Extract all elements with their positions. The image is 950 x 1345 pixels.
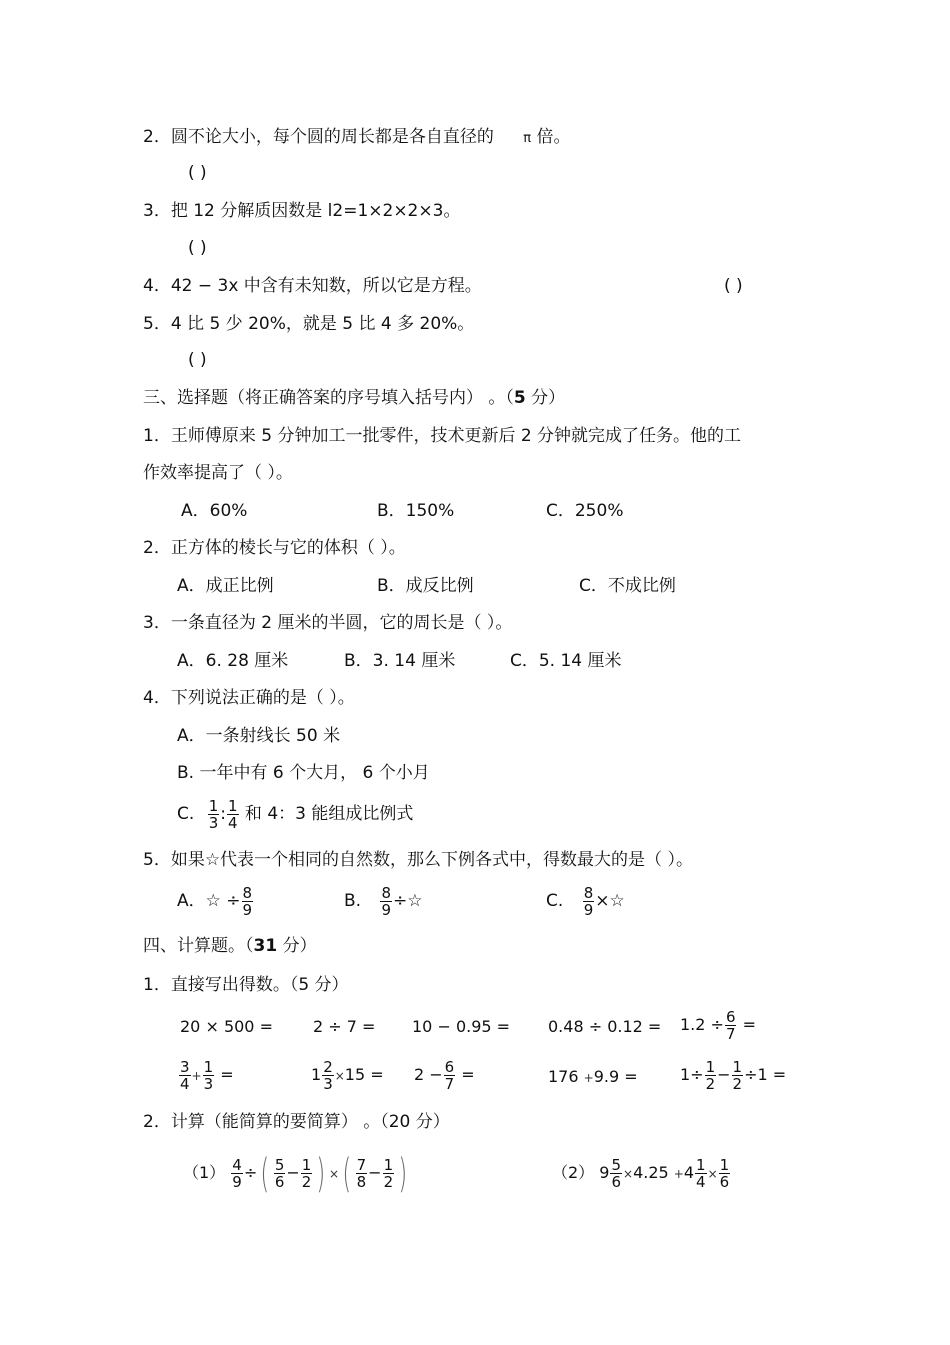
calc-item: 0.48 ÷ 0.12 = [548,1017,662,1036]
fraction: $\frac{7}{8}$ [356,1156,367,1191]
fraction: $\frac{1}{2}$ [732,1058,743,1093]
fraction: $\frac{3}{4}$ [180,1058,190,1093]
calc-item: $\frac{3}{4}$ + $\frac{1}{3}$ = [180,1058,234,1093]
s3-q1-line1: 1．王师傅原来 5 分钟加工一批零件，技术更新后 2 分钟就完成了任务。他的工 [143,426,742,446]
fraction: $\frac{1}{2}$ [705,1058,716,1093]
item-index: （1） [183,1163,226,1182]
s3-q1-option-a[interactable]: A．60% [181,501,248,521]
s3-q2-text: 2．正方体的棱长与它的体积（ ）。 [143,538,406,558]
fraction: $\frac{4}{9}$ [232,1156,242,1191]
s3-q5-option-a[interactable] [177,882,254,920]
s3-q1-line2: 作效率提高了（ ）。 [143,463,293,483]
calc-item: 2 − $\frac{6}{7}$ = [414,1058,475,1093]
calc-item: 2 ÷ 7 = [313,1017,376,1036]
s3-q5-option-b[interactable] [344,882,423,920]
s3-q2-option-a[interactable]: A．成正比例 [177,576,274,596]
fraction: $\frac{1}{6}$ [719,1156,730,1191]
s4-p2-title: 2．计算（能简算的要简算） 。（20 分） [143,1112,450,1132]
judge-q5-text: 5．4 比 5 少 20%，就是 5 比 4 多 20%。 [143,314,475,334]
calc-item: 1 $\frac{2}{3}$ ×15 = [311,1058,384,1093]
s3-q3-option-a[interactable]: A．6. 28 厘米 [177,651,289,671]
s3-q5-b-op: ÷☆ [393,891,423,911]
fraction: $\frac{8}{9}$ [381,883,392,919]
s4-p2-item1: （1） $\frac{4}{9}$ ÷( $\frac{5}{6}$ − $\frac{1}{2}$ ) ×( $\frac{7}{8}$ − $\frac{1}{2}$ ) [183,1150,408,1197]
section4-title-text: 四、计算题。（ [143,936,254,956]
fraction: $\frac{1}{3}$ [208,796,219,832]
s3-q4-option-a[interactable]: A．一条射线长 50 米 [177,726,341,746]
fraction: $\frac{8}{9}$ [242,883,253,919]
judge-q5-answer-paren[interactable]: ( ) [188,350,207,370]
s3-q4-c-label: C. [177,804,195,824]
s3-q4-option-c[interactable] [177,795,413,833]
fraction: $\frac{5}{6}$ [611,1156,621,1191]
fraction: $\frac{6}{7}$ [444,1058,455,1093]
fraction: $\frac{1}{4}$ [227,796,238,832]
s4-p2-item2: （2） 9 $\frac{5}{6}$ ×4.25 +4 $\frac{1}{4}$ × $\frac{1}{6}$ [552,1156,730,1191]
s3-q1-option-b[interactable]: B．150% [377,501,455,521]
s3-q2-option-b[interactable]: B．成反比例 [377,576,474,596]
pi-symbol: π [523,131,532,146]
section4-title [143,936,317,956]
s3-q5-text: 5．如果☆代表一个相同的自然数，那么下例各式中，得数最大的是（ ）。 [143,850,693,870]
s3-q5-b-label: B. [344,891,362,911]
fraction: $\frac{6}{7}$ [725,1008,736,1043]
section3-title [143,388,565,408]
s3-q3-text: 3．一条直径为 2 厘米的半圆，它的周长是（ ）。 [143,613,513,633]
calc-item: 20 × 500 = [180,1017,273,1036]
section4-points: 31 [253,936,278,956]
fraction: $\frac{1}{2}$ [301,1156,312,1191]
fraction: $\frac{2}{3}$ [323,1058,333,1093]
ratio-colon: : [220,804,226,824]
judge-q2-answer-paren[interactable]: ( ) [188,163,207,183]
calc-item: 176 +9.9 = [548,1067,638,1086]
s3-q4-option-b[interactable]: B. 一年中有 6 个大月， 6 个小月 [177,763,430,783]
fraction: $\frac{1}{2}$ [383,1156,394,1191]
calc-item: 1÷ $\frac{1}{2}$ − $\frac{1}{2}$ ÷1 = [680,1058,787,1093]
judge-q4-answer-paren[interactable]: ( ) [724,276,743,296]
item-index: （2） [552,1163,595,1182]
section4-title-end: 分） [277,936,317,956]
s3-q5-c-op: ×☆ [595,891,625,911]
s3-q3-option-b[interactable]: B．3. 14 厘米 [344,651,456,671]
judge-q4-text: 4．42 − 3x 中含有未知数，所以它是方程。 [143,276,482,296]
judge-q3-answer-paren[interactable]: ( ) [188,238,207,258]
section3-title-text: 三、选择题（将正确答案的序号填入括号内） 。（ [143,388,514,408]
section3-title-end: 分） [525,388,566,408]
s3-q5-a-label: A．☆ ÷ [177,891,241,911]
calc-item: 10 − 0.95 = [412,1017,511,1036]
judge-q3-text: 3．把 12 分解质因数是 l2=1×2×2×3。 [143,201,461,221]
judge-q2-tail: 倍。 [536,127,571,147]
s3-q5-c-label: C. [546,891,564,911]
s3-q2-option-c[interactable]: C．不成比例 [579,576,676,596]
fraction: $\frac{5}{6}$ [274,1156,285,1191]
s3-q4-c-tail: 和 4：3 能组成比例式 [244,804,414,824]
s3-q1-option-c[interactable]: C．250% [546,501,624,521]
judge-q2-text: 2．圆不论大小，每个圆的周长都是各自直径的 [143,127,494,147]
s4-p1-title: 1．直接写出得数。（5 分） [143,975,349,995]
calc-item: 1.2 ÷ $\frac{6}{7}$ = [680,1008,756,1043]
fraction: $\frac{1}{4}$ [696,1156,706,1191]
s3-q4-text: 4．下列说法正确的是（ ）。 [143,688,355,708]
s3-q5-option-c[interactable] [546,882,625,920]
fraction: $\frac{8}{9}$ [583,883,594,919]
judge-q2 [143,127,570,149]
fraction: $\frac{1}{3}$ [203,1058,214,1093]
section3-points: 5 [513,388,526,408]
s3-q3-option-c[interactable]: C．5. 14 厘米 [510,651,622,671]
